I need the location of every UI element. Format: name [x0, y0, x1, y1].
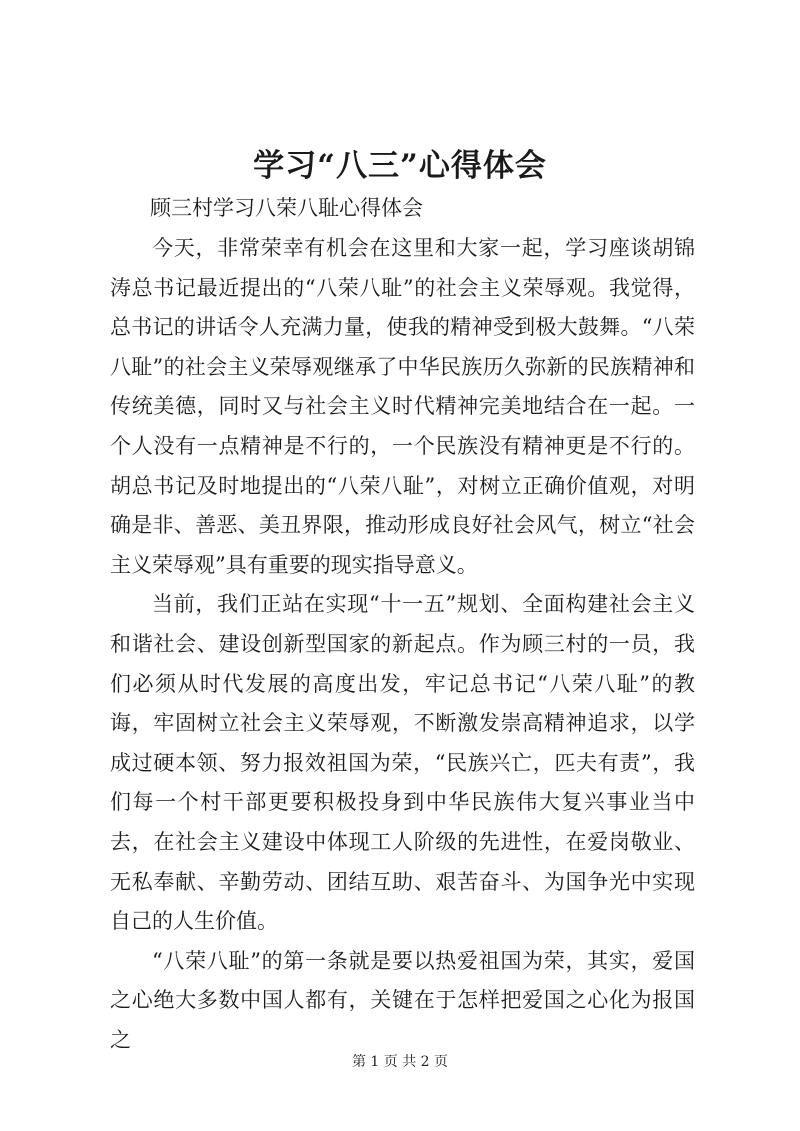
document-title: 学习“八三”心得体会 [253, 148, 547, 184]
paragraph-3: “八荣八耻”的第一条就是要以热爱祖国为荣，其实，爱国之心绝大多数中国人都有，关键在于怎样把爱国之心化为报国之 [110, 948, 695, 1052]
page-number-footer: 第 1 页 共 2 页 [351, 1054, 449, 1070]
document-subtitle: 顾三村学习八荣八耻心得体会 [150, 196, 423, 220]
paragraph-1: 今天，非常荣幸有机会在这里和大家一起，学习座谈胡锦涛总书记最近提出的“八荣八耻”的社会主义荣辱观。我觉得，总书记的讲话令人充满力量，使我的精神受到极大鼓舞。“八荣八耻”的社会主义荣辱观继承了中华民族历久弥新的民族精神和传统美德，同时又与社会主义时代精神完美地结合在一起。一个人没有一点精神是不行的，一个民族没有精神更是不行的。胡总书记及时地提出的“八荣八耻”，对树立正确价值观，对明确是非、善恶、美丑界限，推动形成良好社会风气，树立“社会主义荣辱观”具有重要的现实指导意义。 [110, 236, 695, 577]
paragraph-2: 当前，我们正站在实现“十一五”规划、全面构建社会主义和谐社会、建设创新型国家的新起点。作为顾三村的一员，我们必须从时代发展的高度出发，牢记总书记“八荣八耻”的教诲，牢固树立社会主义荣辱观，不断激发崇高精神追求，以学成过硬本领、努力报效祖国为荣，“民族兴亡，匹夫有责”，我们每一个村干部更要积极投身到中华民族伟大复兴事业当中去，在社会主义建设中体现工人阶级的先进性，在爱岗敬业、无私奉献、辛勤劳动、团结互助、艰苦奋斗、为国争光中实现自己的人生价值。 [110, 592, 695, 934]
document-body [110, 229, 695, 1060]
